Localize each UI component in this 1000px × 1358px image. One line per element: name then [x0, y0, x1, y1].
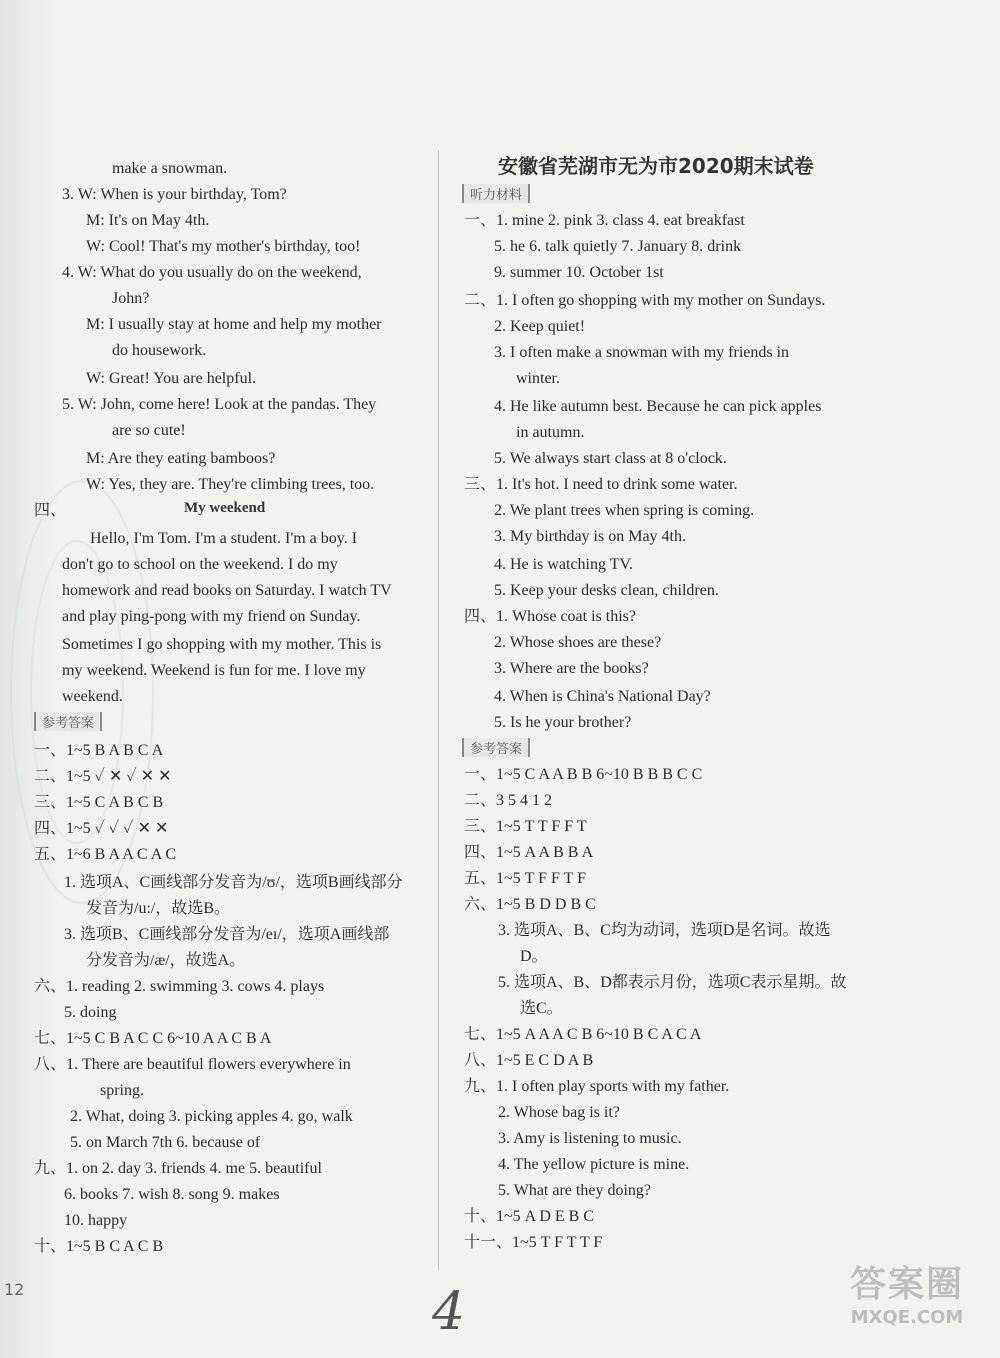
left-line: 四、 [34, 502, 67, 519]
right-line: 3. Amy is listening to music. [498, 1130, 682, 1147]
left-line: my weekend. Weekend is fun for me. I love my [62, 662, 366, 679]
right-line: in autumn. [516, 424, 585, 441]
left-line: W: Cool! That's my mother's birthday, too! [86, 238, 361, 255]
left-line: M: It's on May 4th. [86, 212, 210, 229]
left-line: do housework. [112, 342, 207, 359]
left-line: 6. books 7. wish 8. song 9. makes [64, 1186, 280, 1203]
right-line: 一、1~5 C A A B B 6~10 B B B C C [464, 766, 703, 783]
left-line: 分发音为/æ/，故选A。 [86, 952, 246, 969]
right-line: 5. 选项A、B、D都表示月份，选项C表示星期。故 [498, 974, 847, 991]
left-line: 4. W: What do you usually do on the weekend, [62, 264, 362, 281]
left-line: 5. W: John, come here! Look at the pandas. They [62, 396, 377, 413]
left-line: 九、1. on 2. day 3. friends 4. me 5. beautiful [34, 1160, 322, 1177]
right-line: 三、1. It's hot. I need to drink some water. [464, 476, 738, 493]
page-number: 12 [4, 1280, 25, 1299]
right-line: 3. 选项A、B、C均为动词，选项D是名词。故选 [498, 922, 831, 939]
right-line: 5. he 6. talk quietly 7. January 8. drink [494, 238, 742, 255]
left-line: weekend. [62, 688, 123, 705]
right-line: 六、1~5 B D D B C [464, 896, 596, 913]
left-line: 二、1~5 ✓ ✕ ✓ ✕ ✕ [34, 768, 172, 785]
right-line: 4. When is China's National Day? [494, 688, 711, 705]
right-line: 四、1. Whose coat is this? [464, 608, 636, 625]
right-line: 4. He is watching TV. [494, 556, 633, 573]
left-line: W: Great! You are helpful. [86, 370, 257, 387]
right-line: 4. He like autumn best. Because he can pick apples [494, 398, 822, 415]
left-line: John? [112, 290, 150, 307]
right-line: 9. summer 10. October 1st [494, 264, 664, 281]
watermark-text: 答案圈 [849, 1264, 964, 1305]
right-line: 3. My birthday is on May 4th. [494, 528, 686, 545]
right-line: 五、1~5 T F F T F [464, 870, 587, 887]
left-line: 三、1~5 C A B C B [34, 794, 164, 811]
right-line: 七、1~5 A A A C B 6~10 B C A C A [464, 1026, 702, 1043]
left-line: 七、1~5 C B A C C 6~10 A A C B A [34, 1030, 272, 1047]
left-line: M: Are they eating bamboos? [86, 450, 276, 467]
right-line: 5. What are they doing? [498, 1182, 651, 1199]
watermark-logo [832, 1256, 982, 1328]
right-line: 2. We plant trees when spring is coming. [494, 502, 755, 519]
left-line: 1. 选项A、C画线部分发音为/ʊ/，选项B画线部分 [64, 874, 403, 891]
answer-tag-left: 参考答案 [34, 712, 102, 731]
right-line: 四、1~5 A A B B A [464, 844, 594, 861]
right-line: D。 [520, 948, 548, 965]
right-line: 三、1~5 T T F F T [464, 818, 587, 835]
right-line: 2. Keep quiet! [494, 318, 586, 335]
exam-title: 安徽省芜湖市无为市2020期末试卷 [498, 154, 814, 178]
right-line: 5. Is he your brother? [494, 714, 632, 731]
left-line: 八、1. There are beautiful flowers everywhere in [34, 1056, 351, 1073]
left-line: 一、1~5 B A B C A [34, 742, 164, 759]
right-line: 2. Whose bag is it? [498, 1104, 620, 1121]
left-line: 10. happy [64, 1212, 128, 1229]
essay-title: My weekend [184, 500, 266, 516]
watermark-url: MXQE.COM [850, 1307, 964, 1328]
right-line: 5. Keep your desks clean, children. [494, 582, 719, 599]
right-line: 3. I often make a snowman with my friends in [494, 344, 790, 361]
left-line: 2. What, doing 3. picking apples 4. go, walk [70, 1108, 353, 1125]
left-line: 3. W: When is your birthday, Tom? [62, 186, 287, 203]
answer-tag-right: 参考答案 [462, 738, 530, 757]
left-line: Hello, I'm Tom. I'm a student. I'm a boy. I [90, 530, 358, 547]
right-line: 5. We always start class at 8 o'clock. [494, 450, 727, 467]
right-line: winter. [516, 370, 560, 387]
handwritten-mark: 4 [432, 1282, 466, 1342]
left-line: 5. on March 7th 6. because of [70, 1134, 261, 1151]
left-line: homework and read books on Saturday. I watch TV [62, 582, 392, 599]
left-line: spring. [100, 1082, 144, 1099]
right-line: 选C。 [520, 1000, 563, 1017]
left-line: 四、1~5 ✓ ✓ ✓ ✕ ✕ [34, 820, 169, 837]
left-line: are so cute! [112, 422, 186, 439]
listening-tag: 听力材料 [462, 184, 530, 203]
right-line: 二、1. I often go shopping with my mother on Sundays. [464, 292, 826, 309]
left-line: W: Yes, they are. They're climbing trees, too. [86, 476, 375, 493]
right-line: 九、1. I often play sports with my father. [464, 1078, 730, 1095]
column-divider [438, 150, 439, 1270]
right-line: 二、3 5 4 1 2 [464, 792, 553, 809]
right-line: 十、1~5 A D E B C [464, 1208, 595, 1225]
left-line: Sometimes I go shopping with my mother. This is [62, 636, 382, 653]
right-line: 八、1~5 E C D A B [464, 1052, 594, 1069]
left-line: 发音为/u:/，故选B。 [86, 900, 231, 917]
right-line: 4. The yellow picture is mine. [498, 1156, 690, 1173]
left-line: M: I usually stay at home and help my mother [86, 316, 382, 333]
left-line: 5. doing [64, 1004, 117, 1021]
left-line: make a snowman. [112, 160, 228, 177]
left-line: 3. 选项B、C画线部分发音为/eɪ/，选项A画线部 [64, 926, 390, 943]
right-line: 3. Where are the books? [494, 660, 649, 677]
right-line: 十一、1~5 T F T T F [464, 1234, 603, 1251]
left-line: 五、1~6 B A A C A C [34, 846, 177, 863]
right-line: 一、1. mine 2. pink 3. class 4. eat breakfast [464, 212, 745, 229]
left-line: 六、1. reading 2. swimming 3. cows 4. plays [34, 978, 325, 995]
left-line: 十、1~5 B C A C B [34, 1238, 164, 1255]
left-line: and play ping-pong with my friend on Sunday. [62, 608, 361, 625]
left-line: don't go to school on the weekend. I do my [62, 556, 338, 573]
right-line: 2. Whose shoes are these? [494, 634, 662, 651]
